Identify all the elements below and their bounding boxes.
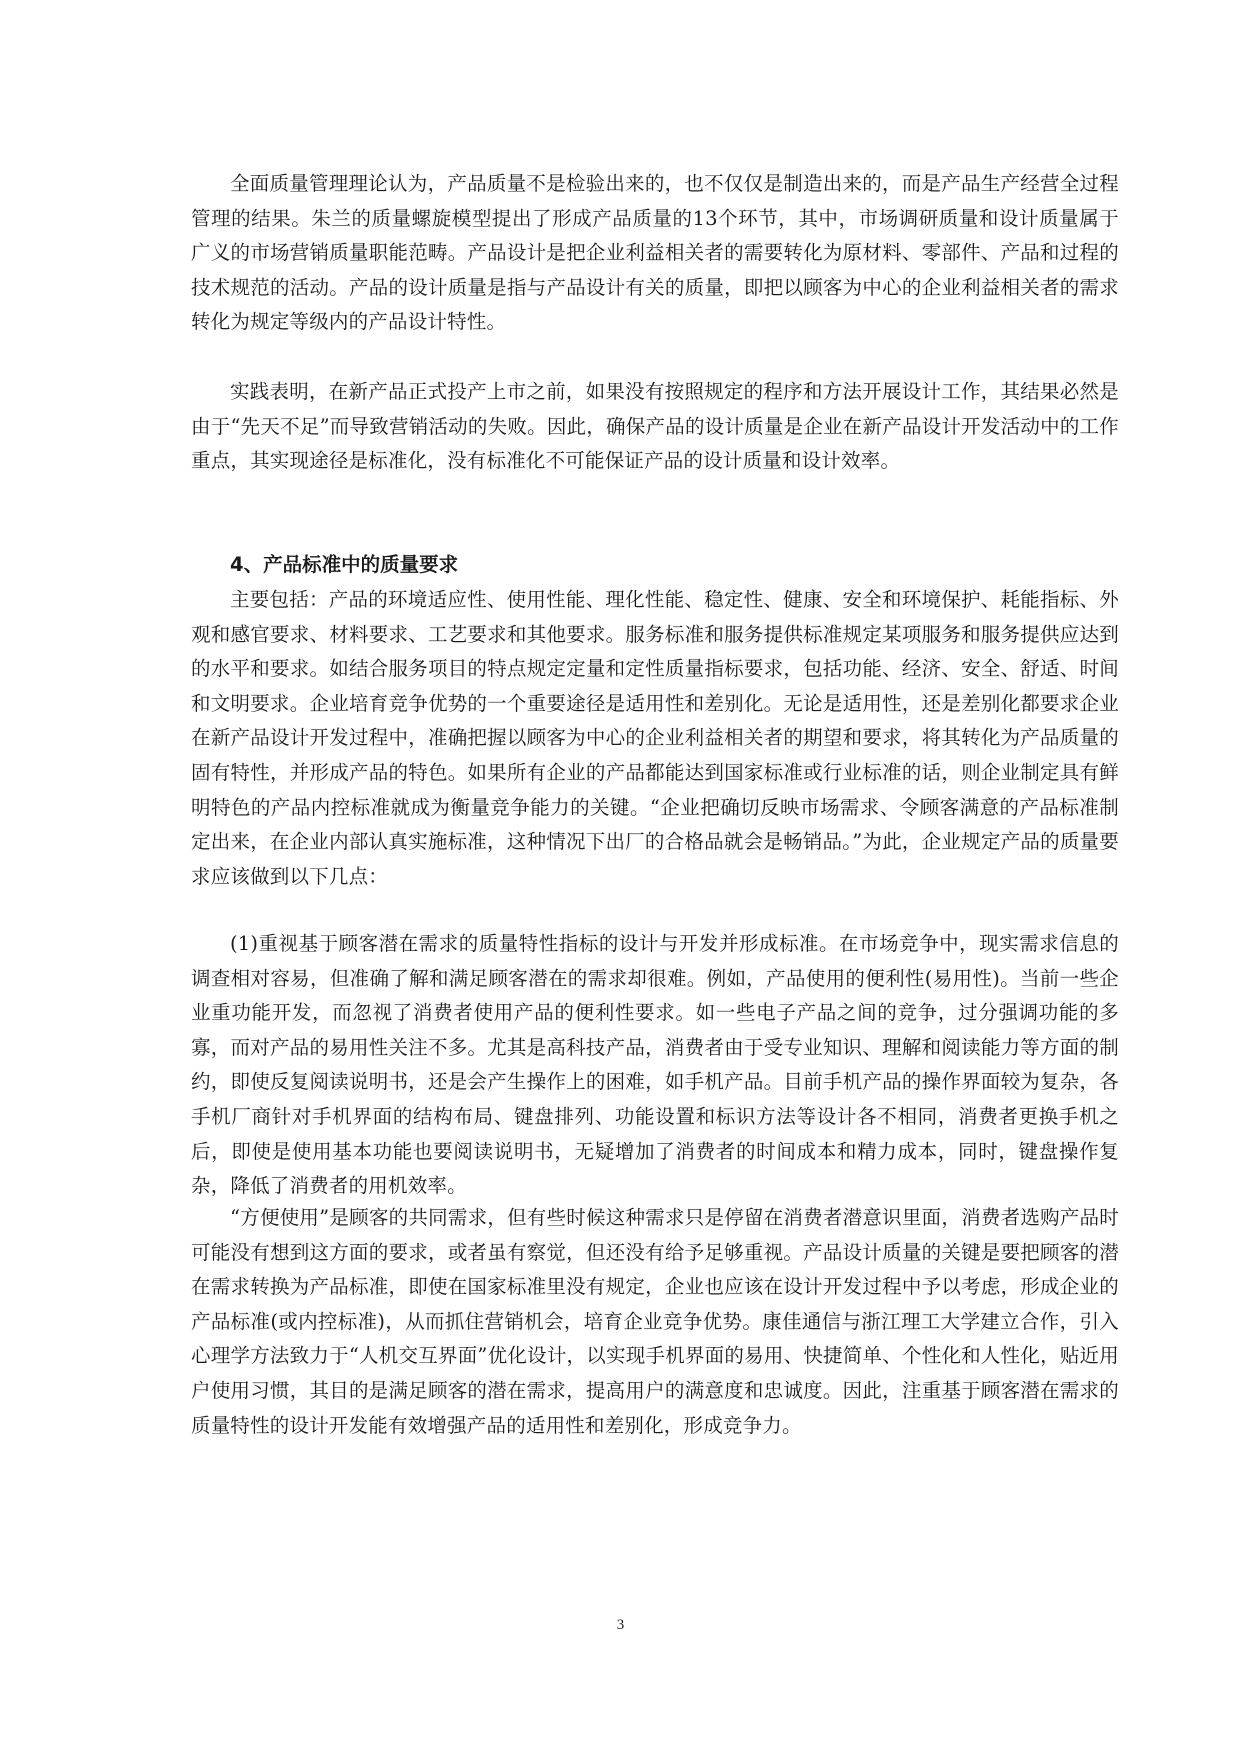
paragraph-main-requirements: 主要包括：产品的环境适应性、使用性能、理化性能、稳定性、健康、安全和环境保护、耗能指标、外观和感官要求、材料要求、工艺要求和其他要求。服务标准和服务提供标准规定某项服务和服务提供应达到的水平和要求。如结合服务项目的特点规定定量和定性质量指标要求，包括功能、经济、安全、舒适、时间和文明要求。企业培育竞争优势的一个重要途径是适用性和差别化。无论是适用性，还是差别化都要求企业在新产品设计开发过程中，准确把握以顾客为中心的企业利益相关者的期望和要求，将其转化为产品质量的固有特性，并形成产品的特色。如果所有企业的产品都能达到国家标准或行业标准的话，则企业制定具有鲜明特色的产品内控标准就成为衡量竞争能力的关键。“企业把确切反映市场需求、令顾客满意的产品标准制定出来，在企业内部认真实施标准，这种情况下出厂的合格品就会是畅销品。”为此，企业规定产品的质量要求应该做到以下几点： xyxy=(191,588,1119,888)
paragraph-quality-theory: 全面质量管理理论认为，产品质量不是检验出来的，也不仅仅是制造出来的，而是产品生产经营全过程管理的结果。朱兰的质量螺旋模型提出了形成产品质量的13个环节，其中，市场调研质量和设计质量属于广义的市场营销质量职能范畴。产品设计是把企业利益相关者的需要转化为原材料、零部件、产品和过程的技术规范的活动。产品的设计质量是指与产品设计有关的质量，即把以顾客为中心的企业利益相关者的需求转化为规定等级内的产品设计特性。 xyxy=(191,172,1119,334)
paragraph-practice: 实践表明，在新产品正式投产上市之前，如果没有按照规定的程序和方法开展设计工作，其结果必然是由于“先天不足”而导致营销活动的失败。因此，确保产品的设计质量是企业在新产品设计开发活动中的工作重点，其实现途径是标准化，没有标准化不可能保证产品的设计质量和设计效率。 xyxy=(191,380,1119,473)
section-heading: 4、产品标准中的质量要求 xyxy=(230,553,459,576)
paragraph-point-1: (1)重视基于顾客潜在需求的质量特性指标的设计与开发并形成标准。在市场竞争中，现实需求信息的调查相对容易，但准确了解和满足顾客潜在的需求却很难。例如，产品使用的便利性(易用性)。当前一些企业重功能开发，而忽视了消费者使用产品的便利性要求。如一些电子产品之间的竞争，过分强调功能的多寡，而对产品的易用性关注不多。尤其是高科技产品，消费者由于受专业知识、理解和阅读能力等方面的制约，即使反复阅读说明书，还是会产生操作上的困难，如手机产品。目前手机产品的操作界面较为复杂，各手机厂商针对手机界面的结构布局、键盘排列、功能设置和标识方法等设计各不相同，消费者更换手机之后，即使是使用基本功能也要阅读说明书，无疑增加了消费者的时间成本和精力成本，同时，键盘操作复杂，降低了消费者的用机效率。 xyxy=(191,932,1119,1198)
paragraph-convenience: “方便使用”是顾客的共同需求，但有些时候这种需求只是停留在消费者潜意识里面，消费者选购产品时可能没有想到这方面的要求，或者虽有察觉，但还没有给予足够重视。产品设计质量的关键是要把顾客的潜在需求转换为产品标准，即使在国家标准里没有规定，企业也应该在设计开发过程中予以考虑，形成企业的产品标准(或内控标准)，从而抓住营销机会，培育企业竞争优势。康佳通信与浙江理工大学建立合作，引入心理学方法致力于“人机交互界面”优化设计，以实现手机界面的易用、快捷简单、个性化和人性化，贴近用户使用习惯，其目的是满足顾客的潜在需求，提高用户的满意度和忠诚度。因此，注重基于顾客潜在需求的质量特性的设计开发能有效增强产品的适用性和差别化，形成竞争力。 xyxy=(191,1206,1119,1437)
page-number: 3 xyxy=(616,1617,625,1633)
